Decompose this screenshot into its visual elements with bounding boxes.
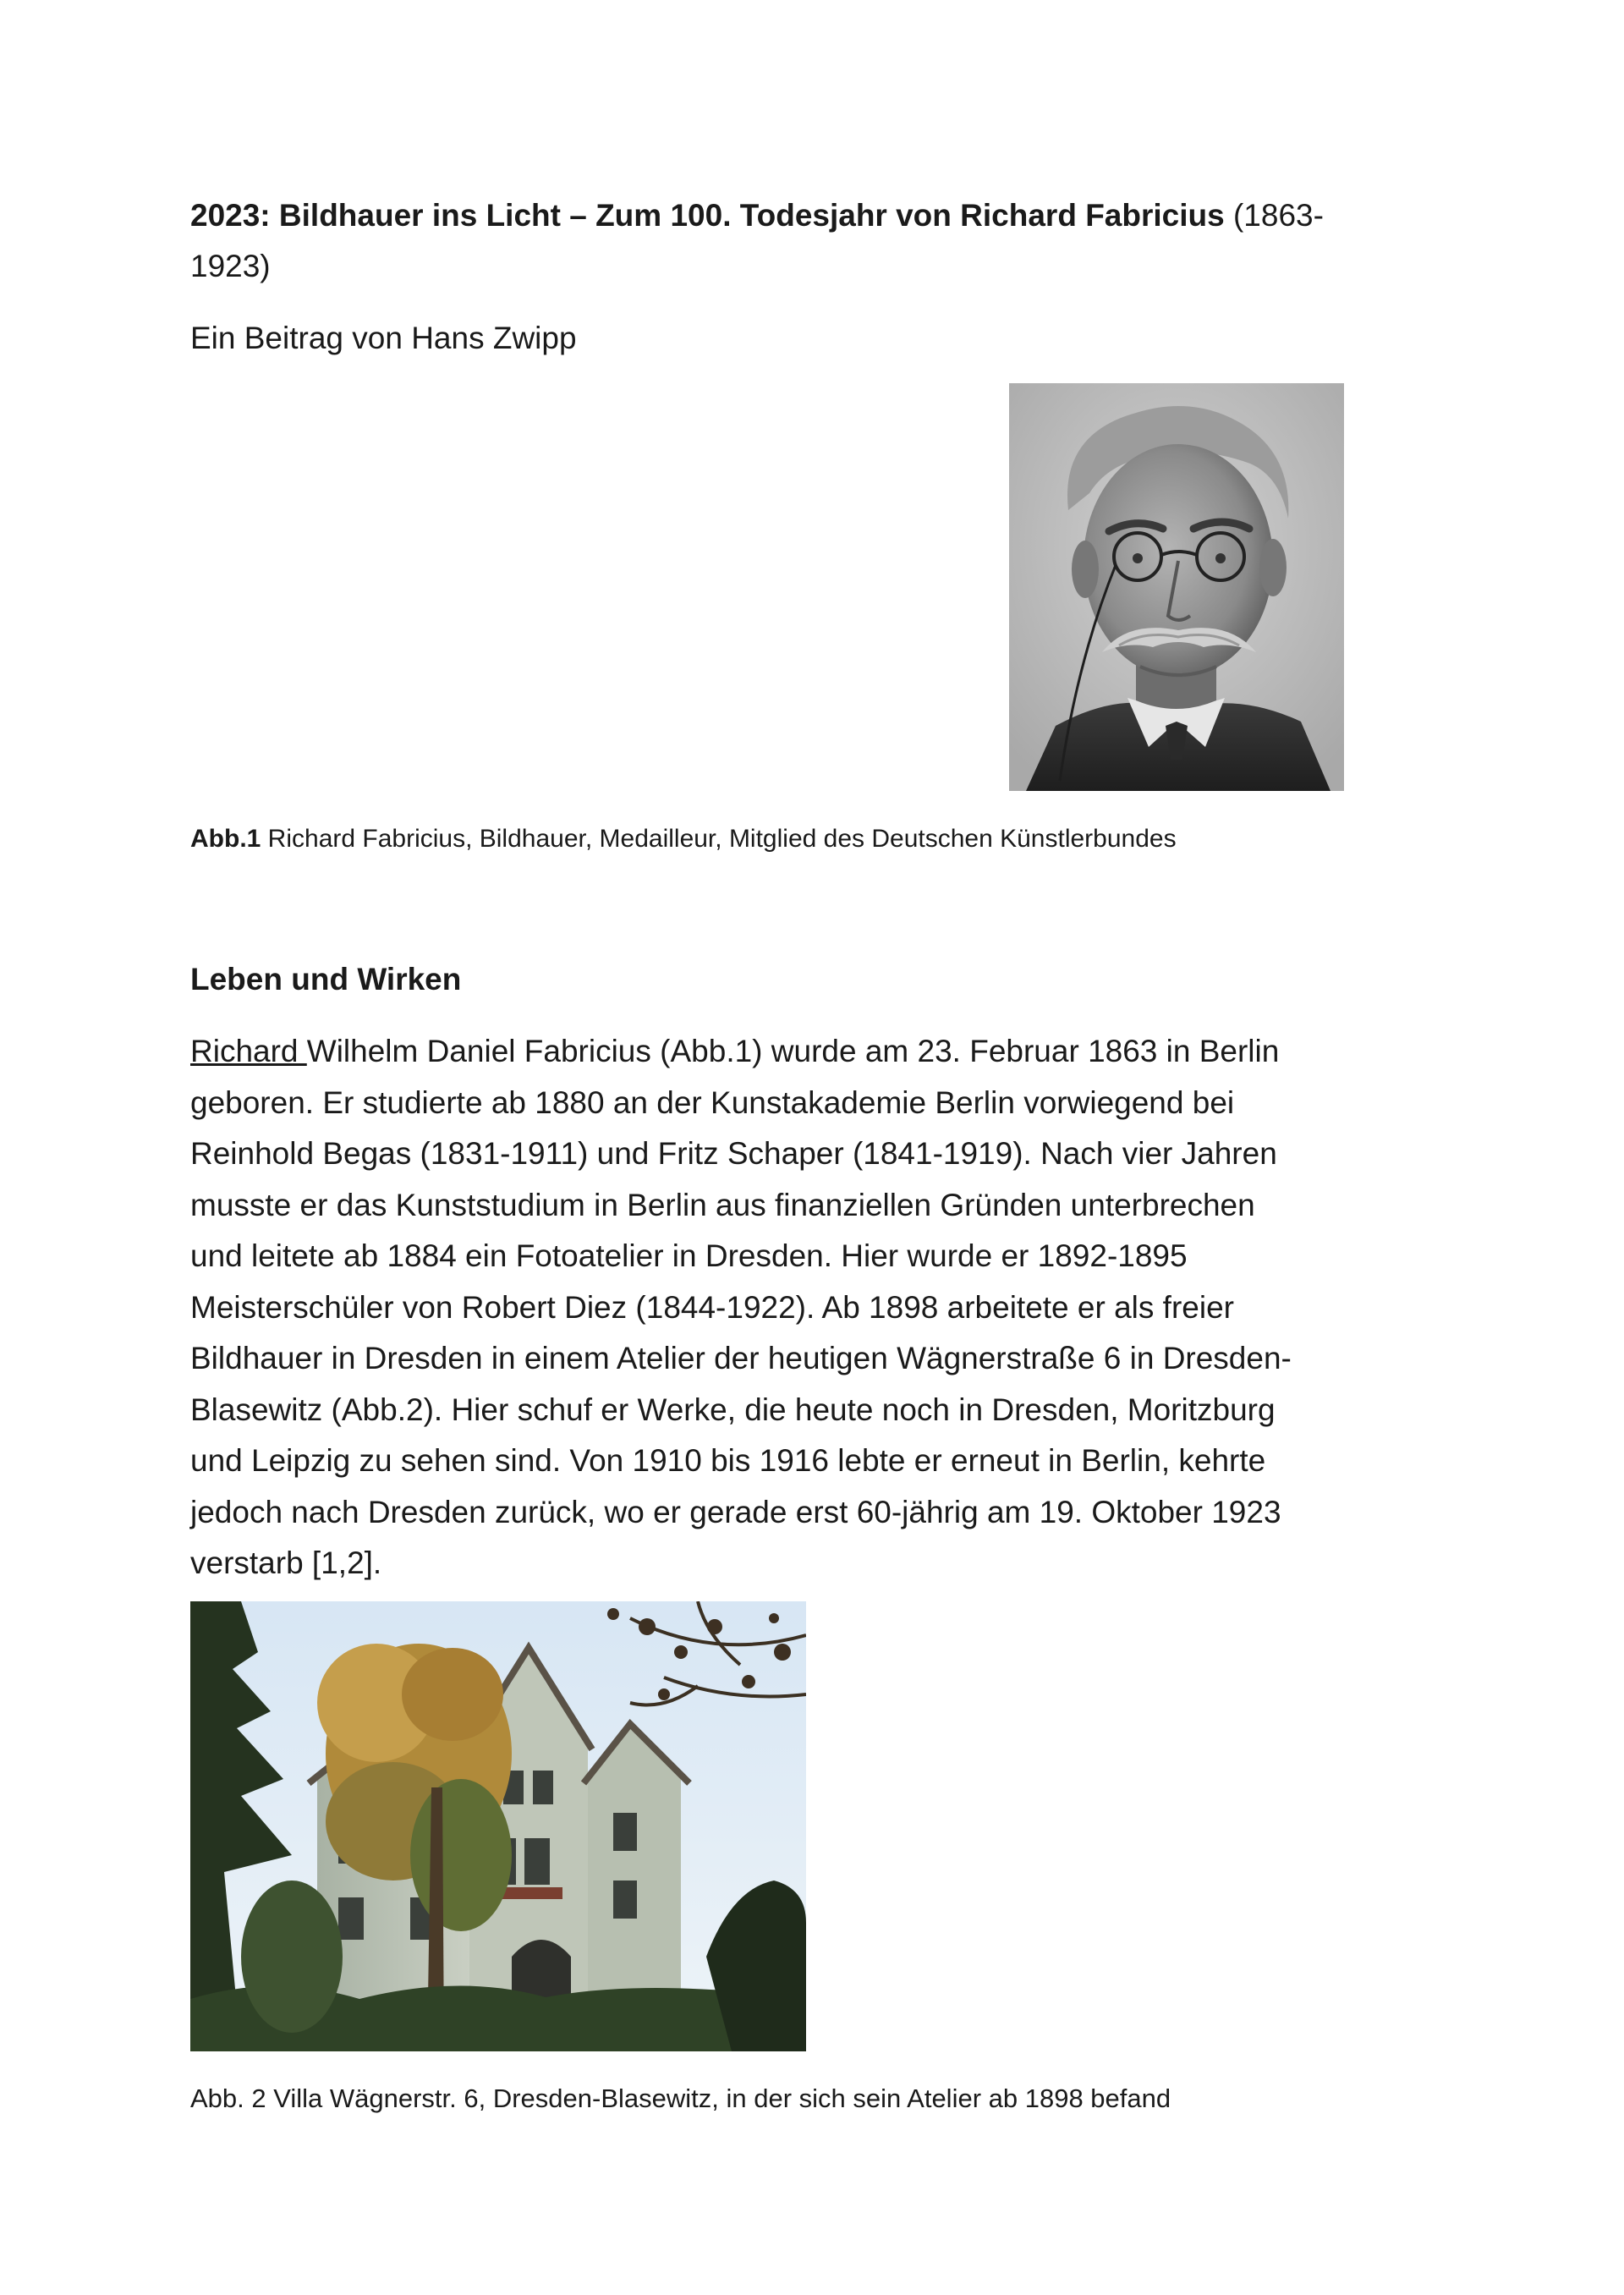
article-title-years-end: 1923) — [190, 249, 271, 283]
paragraph-line: und leitete ab 1884 ein Fotoatelier in Dresden. Hier wurde er 1892-1895 — [190, 1238, 1188, 1273]
paragraph-line: jedoch nach Dresden zurück, wo er gerade erst 60-jährig am 19. Oktober 1923 — [190, 1494, 1281, 1529]
article-title-years-start: (1863- — [1224, 198, 1324, 233]
figure2-caption: Abb. 2 Villa Wägnerstr. 6, Dresden-Blasewitz, in der sich sein Atelier ab 1898 befand — [190, 2084, 1171, 2113]
article-title — [190, 190, 1434, 292]
portrait-photo — [1009, 383, 1344, 791]
article-title-bold: 2023: Bildhauer ins Licht – Zum 100. Todesjahr von Richard Fabricius — [190, 198, 1225, 233]
paragraph-line: Blasewitz (Abb.2). Hier schuf er Werke, die heute noch in Dresden, Moritzburg — [190, 1392, 1276, 1427]
figure1-caption — [190, 821, 1177, 858]
section-heading: Leben und Wirken — [190, 962, 462, 997]
figure1-caption-text: Richard Fabricius, Bildhauer, Medailleur, Mitglied des Deutschen Künstlerbundes — [261, 825, 1177, 853]
paragraph-line: und Leipzig zu sehen sind. Von 1910 bis 1916 lebte er erneut in Berlin, kehrte — [190, 1443, 1266, 1478]
body-paragraph — [190, 1026, 1434, 1589]
paragraph-line — [190, 1026, 1434, 1078]
paragraph-line: Reinhold Begas (1831-1911) und Fritz Schaper (1841-1919). Nach vier Jahren — [190, 1136, 1277, 1171]
paragraph-line: Bildhauer in Dresden in einem Atelier der heutigen Wägnerstraße 6 in Dresden- — [190, 1341, 1292, 1375]
paragraph-line: Meisterschüler von Robert Diez (1844-1922). Ab 1898 arbeitete er als freier — [190, 1289, 1234, 1325]
underlined-first-word: Richard — [190, 1034, 307, 1068]
figure1-label: Abb.1 — [190, 825, 261, 853]
paragraph-line: geboren. Er studierte ab 1880 an der Kunstakademie Berlin vorwiegend bei — [190, 1084, 1235, 1120]
article-byline: Ein Beitrag von Hans Zwipp — [190, 321, 577, 355]
paragraph-line: verstarb [1,2]. — [190, 1546, 382, 1580]
paragraph-line-text: Wilhelm Daniel Fabricius (Abb.1) wurde am 23. Februar 1863 in Berlin — [306, 1034, 1280, 1068]
villa-photo — [190, 1601, 806, 2051]
paragraph-line: musste er das Kunststudium in Berlin aus finanziellen Gründen unterbrechen — [190, 1187, 1255, 1222]
